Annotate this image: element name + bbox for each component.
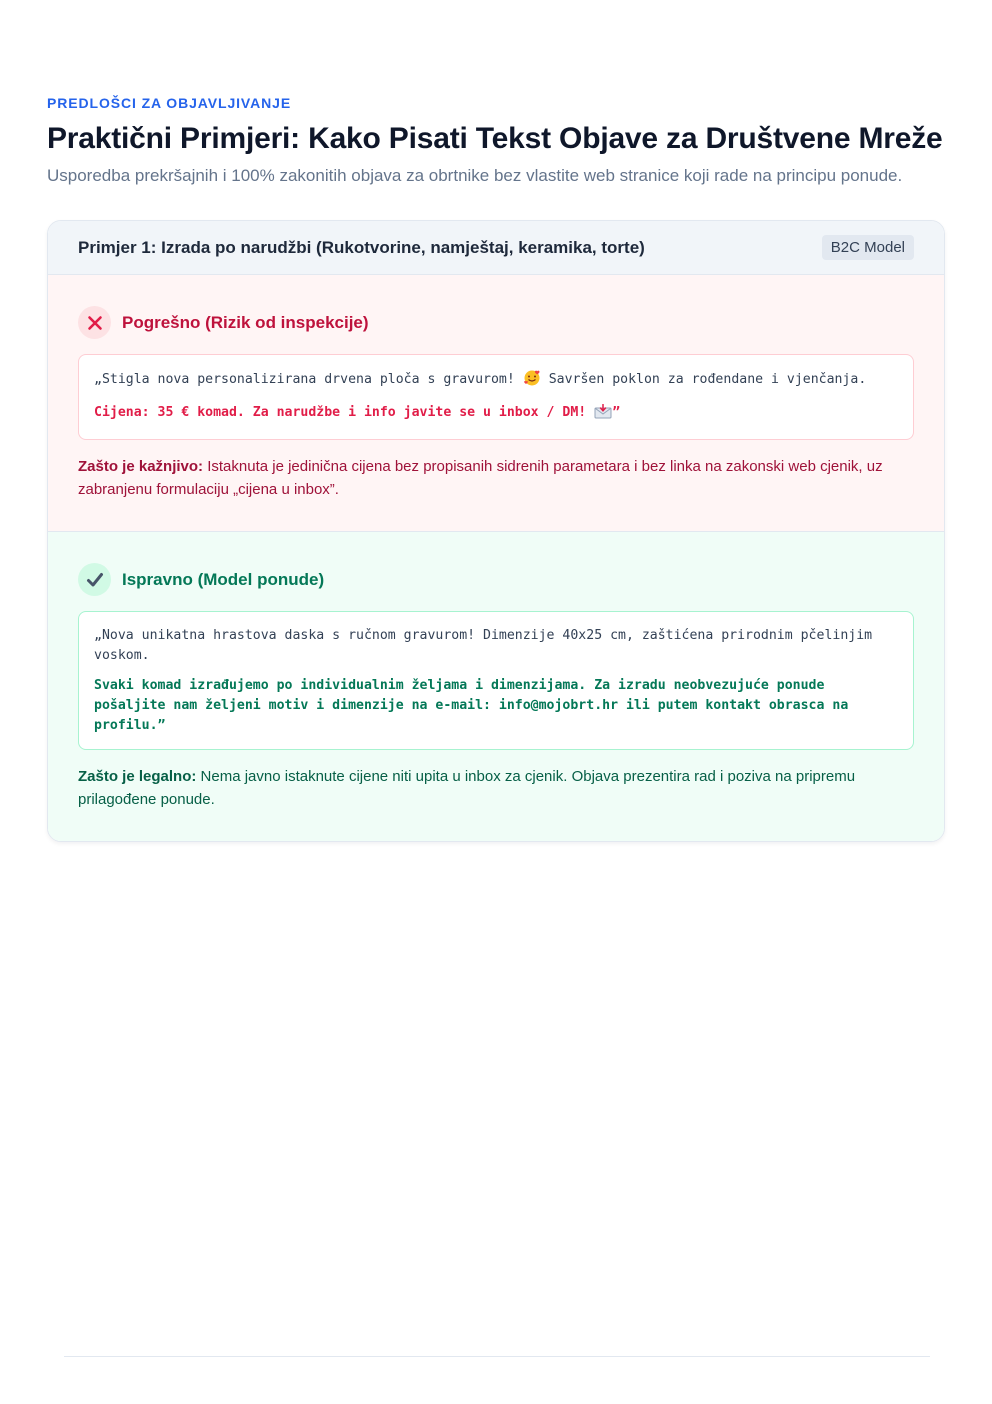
smiling-face-with-hearts-icon	[523, 369, 541, 393]
example-card-header	[48, 221, 944, 275]
right-explanation-label: Zašto je legalno:	[78, 768, 197, 785]
right-example-label: Ispravno (Model ponude)	[122, 569, 325, 589]
wrong-post-price-line: Cijena: 35 € komad. Za narudžbe i info javite se u inbox / DM!	[94, 405, 587, 420]
wrong-explanation	[78, 455, 914, 501]
wrong-post-example	[78, 354, 914, 440]
example-card	[47, 220, 945, 842]
right-post-line1: „Nova unikatna hrastova daska s ručnom gravurom! Dimenzije 40x25 cm, zaštićena prirodnim pčelinjim voskom.	[94, 628, 873, 663]
right-explanation	[78, 765, 914, 811]
example-title: Primjer 1: Izrada po narudžbi (Rukotvorine, namještaj, keramika, torte)	[78, 237, 645, 257]
right-example-section	[48, 532, 944, 841]
wrong-post-price-text	[94, 403, 898, 426]
right-post-example	[78, 611, 914, 750]
right-explanation-text: Nema javno istaknute cijene niti upita u inbox za cjenik. Objava prezentira rad i poziva na pripremu prilagođene ponude.	[78, 768, 856, 808]
model-badge: B2C Model	[822, 235, 914, 260]
page	[47, 93, 945, 842]
section-eyebrow: PREDLOŠCI ZA OBJAVLJIVANJE	[47, 95, 292, 111]
wrong-example-section	[48, 275, 944, 532]
right-post-line2: Svaki komad izrađujemo po individualnim željama i dimenzijama. Za izradu neobvezujuće ponude pošaljite nam željeni motiv i dimenzije na e-mail: info@mojobrt.hr ili putem kontakt obrasca na profilu.”	[94, 678, 849, 733]
wrong-example-heading	[78, 306, 914, 339]
page-subtitle: Usporedba prekršajnih i 100% zakonitih objava za obrtnike bez vlastite web stranice koji rade na principu ponude.	[47, 166, 903, 185]
footer-divider	[64, 1356, 930, 1357]
envelope-with-arrow-icon	[594, 404, 612, 426]
wrong-explanation-label: Zašto je kažnjivo:	[78, 458, 204, 475]
check-icon	[78, 563, 111, 596]
wrong-post-line1-rest: Savršen poklon za rođendane i vjenčanja.	[548, 372, 867, 387]
right-example-heading	[78, 563, 914, 596]
wrong-explanation-text: Istaknuta je jedinična cijena bez propisanih sidrenih parametara i bez linka na zakonski web cjenik, uz zabranjenu formulaciju „cijena u inbox”.	[78, 458, 883, 498]
wrong-post-closing-quote: ”	[612, 405, 621, 420]
cross-icon	[78, 306, 111, 339]
wrong-post-text	[94, 369, 898, 393]
page-title: Praktični Primjeri: Kako Pisati Tekst Objave za Društvene Mreže	[47, 122, 943, 155]
wrong-post-line1: „Stigla nova personalizirana drvena ploča s gravurom!	[94, 372, 515, 387]
wrong-example-label: Pogrešno (Rizik od inspekcije)	[122, 312, 369, 332]
